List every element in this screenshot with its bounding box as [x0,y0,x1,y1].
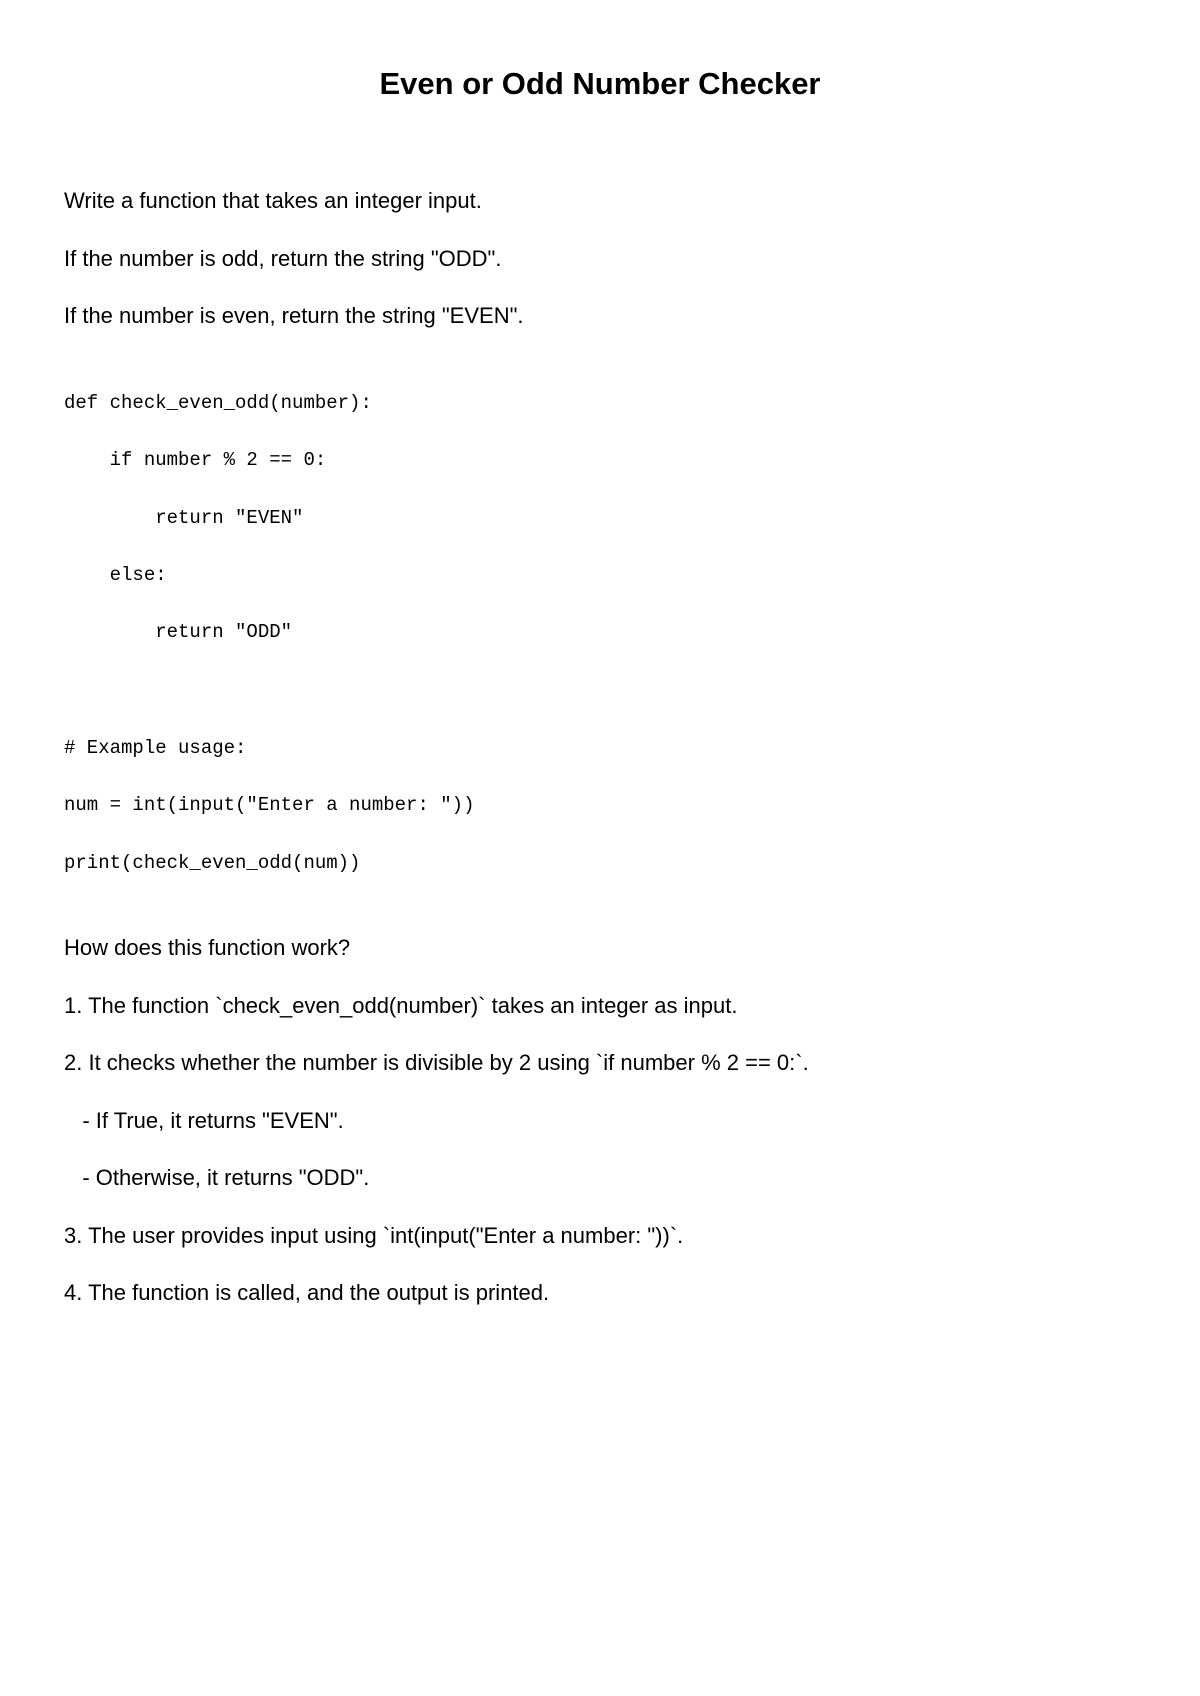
explanation-subitem: - If True, it returns "EVEN". [64,1108,344,1133]
code-line: else: [64,564,167,586]
explanation-item: 4. The function is called, and the output is printed. [64,1280,550,1305]
code-comment: # Example usage: [64,737,247,759]
page-title: Even or Odd Number Checker [379,66,821,101]
code-line: return "ODD" [64,621,293,643]
explanation-subitem: - Otherwise, it returns "ODD". [64,1165,370,1190]
intro-line: If the number is even, return the string "EVEN". [64,303,524,328]
explanation-item: 1. The function `check_even_odd(number)` takes an integer as input. [64,993,738,1018]
code-line: return "EVEN" [64,507,304,529]
explanation-item: 3. The user provides input using `int(input("Enter a number: "))`. [64,1223,684,1248]
code-line: print(check_even_odd(num)) [64,852,361,874]
explanation-item: 2. It checks whether the number is divisible by 2 using `if number % 2 == 0:`. [64,1050,809,1075]
section-heading: How does this function work? [64,935,351,960]
intro-line: Write a function that takes an integer input. [64,188,482,213]
intro-line: If the number is odd, return the string "ODD". [64,246,502,271]
code-line: if number % 2 == 0: [64,449,327,471]
code-line: def check_even_odd(number): [64,392,372,414]
code-line: num = int(input("Enter a number: ")) [64,794,475,816]
